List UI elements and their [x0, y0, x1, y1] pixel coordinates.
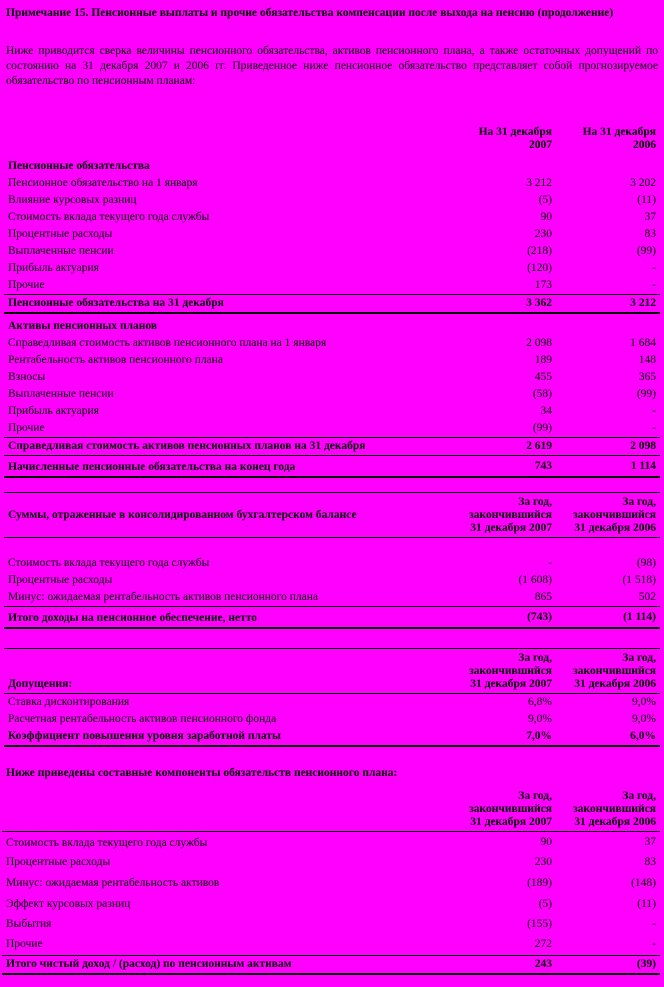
note-title: Примечание 15. Пенсионные выплаты и прочие обязательства компенсации после выхода на пенсию (продолжение)	[6, 7, 614, 19]
table-row: Пенсионное обязательство на 1 января 3 212 3 202	[8, 177, 656, 189]
table-row: Справедливая стоимость активов пенсионного плана на 1 января 2 098 1 684	[8, 337, 656, 349]
table-row: Минус: ожидаемая рентабельность активов пенсионного плана 865 502	[8, 591, 656, 603]
table-row: Влияние курсовых разниц (5) (11)	[8, 194, 656, 206]
table-row: Прочие (99) -	[8, 422, 656, 434]
table-row: Стоимость вклада текущего года службы 90 37	[6, 835, 656, 849]
table-row: Коэффициент повышения уровня заработной платы 7,0% 6,0%	[4, 728, 660, 746]
table-row: Стоимость вклада текущего года службы - (98)	[8, 557, 656, 569]
intro-paragraph: Ниже приводится сверка величины пенсионного обязательства, активов пенсионного плана, а также остаточных допущений по состоянию на 31 декабря 2007 и 2006 гг. Приведенное ниже пенсионное обязательство представляет собой прогнозируемое обязательство по пенсионным планам:	[6, 45, 658, 87]
pension-reconciliation-table	[4, 126, 660, 478]
total-row: Справедливая стоимость активов пенсионных планов на 31 декабря 2 619 2 098	[4, 438, 660, 456]
table-row: Выплаченные пенсии (218) (99)	[8, 245, 656, 257]
components-table	[2, 790, 660, 975]
section-title: Активы пенсионных планов	[8, 320, 158, 332]
table-row: Процентные расходы 230 83	[8, 228, 656, 240]
table-row: Выбытия (155) -	[6, 918, 656, 930]
col-2006-header: За год, закончившийся 31 декабря 2006	[556, 790, 660, 832]
components-intro: Ниже приведены составные компоненты обязательств пенсионного плана:	[6, 767, 398, 779]
table-row: Прочие 173 -	[8, 279, 656, 291]
table-header-label: Суммы, отраженные в консолидированном бухгалтерском балансе	[4, 493, 452, 538]
table-row: Прибыль актуария (120) -	[8, 262, 656, 274]
table-row: Процентные расходы (1 608) (1 518)	[8, 574, 656, 586]
col-2007-header: На 31 декабря 2007	[478, 126, 552, 151]
total-row: Итого доходы на пенсионное обеспечение, нетто (743) (1 114)	[4, 607, 660, 629]
table-row: Выплаченные пенсии (58) (99)	[8, 388, 656, 400]
table-row: Ставка дисконтирования 6,8% 9,0%	[8, 696, 656, 708]
table-row: Прочие 272 -	[6, 938, 656, 950]
balance-sheet-amounts-table	[4, 492, 660, 629]
table-row: Рентабельность активов пенсионного плана 189 148	[8, 354, 656, 366]
col-2007-header: За год, закончившийся 31 декабря 2007	[452, 790, 556, 832]
col-2006-header: На 31 декабря 2006	[582, 126, 656, 151]
table-row: Минус: ожидаемая рентабельность активов (189) (148)	[6, 877, 656, 889]
col-2006-header: За год, закончившийся 31 декабря 2006	[556, 493, 660, 538]
table-header-label: Допущения:	[4, 649, 452, 694]
col-2007-header: За год, закончившийся 31 декабря 2007	[452, 649, 556, 694]
table-row: Стоимость вклада текущего года службы 90 37	[8, 211, 656, 223]
assumptions-table	[4, 648, 660, 747]
total-row: Итого чистый доход / (расход) по пенсионным активам 243 (39)	[2, 956, 660, 975]
table-row: Процентные расходы 230 83	[6, 856, 656, 868]
total-row: Пенсионные обязательства на 31 декабря 3 362 3 212	[4, 295, 660, 314]
net-liability-row: Начисленные пенсионные обязательства на конец года 743 1 114	[4, 456, 660, 478]
table-row: Расчетная рентабельность активов пенсионного фонда 9,0% 9,0%	[8, 713, 656, 725]
table-row: Эффект курсовых разниц (5) (11)	[6, 898, 656, 910]
table-row: Взносы 455 365	[8, 371, 656, 383]
col-2006-header: За год, закончившийся 31 декабря 2006	[556, 649, 660, 694]
section-title: Пенсионные обязательства	[8, 160, 150, 172]
col-2007-header: За год, закончившийся 31 декабря 2007	[452, 493, 556, 538]
table-row: Прибыль актуария 34 -	[8, 405, 656, 417]
